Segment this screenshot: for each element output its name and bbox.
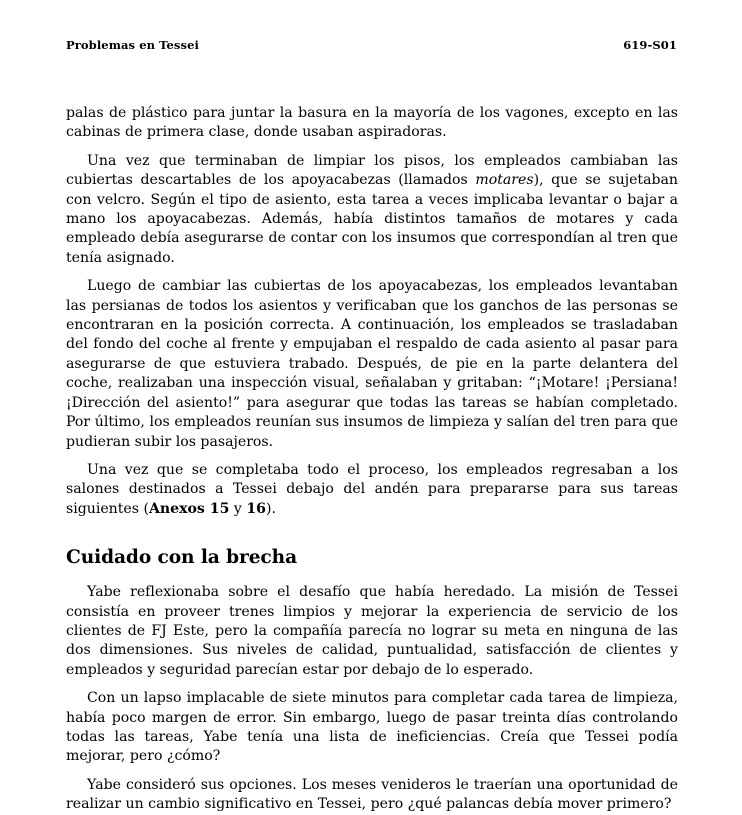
- document-body: [66, 104, 678, 815]
- paragraph-cubiertas-descartables: [66, 152, 678, 268]
- paragraph-text-before-bold: Una vez que se completaba todo el proceso, los empleados regresaban a los salones destinados a Tessei debajo del andén para prepararse para sus tareas siguientes (: [66, 461, 678, 517]
- paragraph-text: Con un lapso implacable de siete minutos para completar cada tarea de limpieza, había poco margen de error. Sin embargo, luego de pasar treinta días controlando todas las tareas, Yabe tenía una lista de ineficiencias. Creía que Tessei podía mejorar, pero ¿cómo?: [66, 690, 678, 765]
- running-header: [66, 38, 677, 56]
- paragraph-mision-tessei: [66, 583, 678, 680]
- running-header-doc-number: 619-S01: [623, 38, 677, 52]
- paragraph-salones-anexos: [66, 461, 678, 519]
- paragraph-text-after-italic: ), que se sujetaban con velcro. Según el tipo de asiento, esta tarea a veces implicaba levantar o bajar a mano los apoyacabezas. Además, había distintos tamaños de motares y cada empleado debía asegurarse de contar con los insumos que correspondían al tren que tenía asignado.: [66, 172, 678, 266]
- paragraph-palas-plastico: [66, 104, 678, 143]
- paragraph-persianas-inspeccion: [66, 277, 678, 452]
- italic-term-motares: motares: [475, 172, 534, 189]
- paragraph-text-before-italic: Una vez que terminaban de limpiar los pisos, los empleados cambiaban las cubiertas descartables de los apoyacabezas (llamados: [66, 152, 678, 189]
- bold-reference-anexo-16: 16: [246, 500, 266, 517]
- section-heading-block: [66, 546, 678, 570]
- paragraph-text-after-bold: ).: [265, 500, 276, 517]
- bold-reference-anexos-15: Anexos 15: [148, 500, 230, 517]
- section-title-cuidado-con-la-brecha: Cuidado con la brecha: [66, 547, 298, 569]
- paragraph-opciones-palancas: [66, 776, 678, 815]
- paragraph-text: Yabe reflexionaba sobre el desafío que había heredado. La misión de Tessei consistía en proveer trenes limpios y mejorar la experiencia de servicio de los clientes de FJ Este, pero la compañía parecía no lograr su meta en ninguna de las dos dimensiones. Sus niveles de calidad, puntualidad, satisfacción de clientes y empleados y seguridad parecían estar por debajo de lo esperado.: [66, 584, 678, 678]
- running-header-title: Problemas en Tessei: [66, 38, 199, 52]
- paragraph-text: Yabe consideró sus opciones. Los meses venideros le traerían una oportunidad de realizar un cambio significativo en Tessei, pero ¿qué palancas debía mover primero?: [66, 776, 678, 813]
- paragraph-text: palas de plástico para juntar la basura en la mayoría de los vagones, excepto en las cabinas de primera clase, donde usaban aspiradoras.: [66, 105, 678, 141]
- paragraph-text-between-bold: y: [229, 500, 247, 517]
- paragraph-lapso-siete-minutos: [66, 689, 678, 767]
- paragraph-text: Luego de cambiar las cubiertas de los apoyacabezas, los empleados levantaban las persianas de todos los asientos y verificaban que los ganchos de las personas se encontraran en la posición correcta. A continuación, los empleados se trasladaban del fondo del coche al frente y empujaban el respaldo de cada asiento al pasar para asegurarse de que estuviera trabado. Después, de pie en la parte delantera del coche, realizaban una inspección visual, señalaban y gritaban: “¡Motare! ¡Persiana! ¡Dirección del asiento!” para asegurar que todas las tareas se habían completado. Por último, los empleados reunían sus insumos de limpieza y salían del tren para que pudieran subir los pasajeros.: [66, 278, 678, 450]
